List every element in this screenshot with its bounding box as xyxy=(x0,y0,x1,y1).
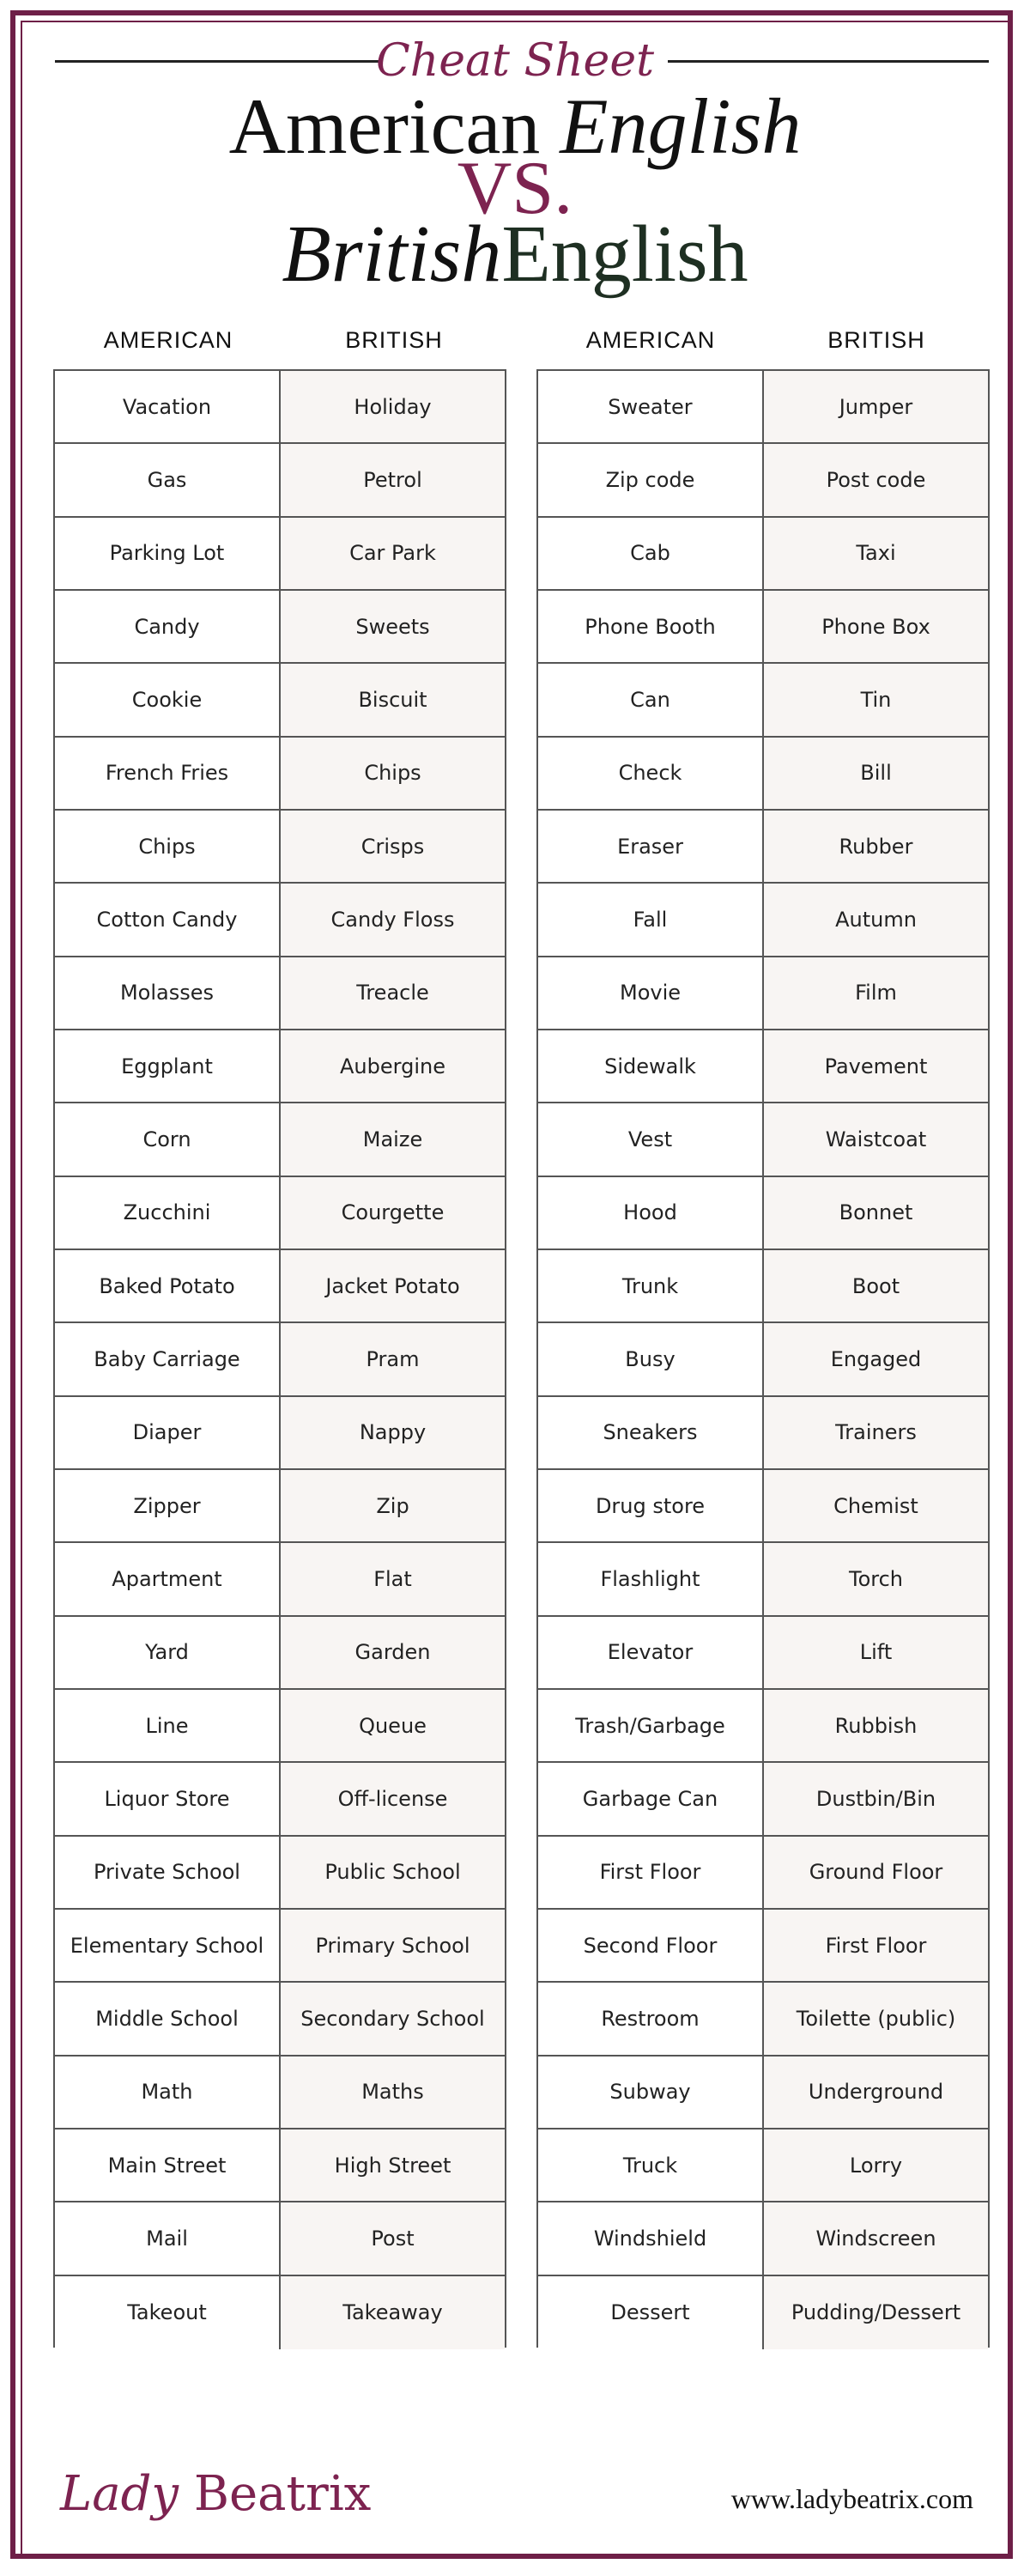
website-url: www.ladybeatrix.com xyxy=(730,2483,973,2514)
british-term: Maize xyxy=(281,1103,505,1175)
american-term: Chips xyxy=(55,811,281,882)
title-english-2: English xyxy=(501,210,748,299)
british-term: Windscreen xyxy=(764,2202,988,2274)
american-term: French Fries xyxy=(55,738,281,809)
british-term: Flat xyxy=(281,1543,505,1614)
american-term: Zip code xyxy=(538,444,764,515)
table-row xyxy=(538,1543,988,1616)
table-row xyxy=(55,811,505,884)
british-term: Primary School xyxy=(281,1910,505,1981)
british-term: Petrol xyxy=(281,444,505,515)
american-term: Cookie xyxy=(55,664,281,735)
british-term: Garden xyxy=(281,1617,505,1688)
american-term: Elevator xyxy=(538,1617,764,1688)
american-term: Drug store xyxy=(538,1470,764,1541)
british-term: Post xyxy=(281,2202,505,2274)
table-row xyxy=(55,1470,505,1543)
table-row xyxy=(55,1250,505,1323)
british-term: Takeaway xyxy=(281,2276,505,2349)
table-row xyxy=(538,1763,988,1836)
title-british: British xyxy=(282,210,502,299)
american-term: Cotton Candy xyxy=(55,884,281,955)
right-table xyxy=(536,369,990,2348)
table-row xyxy=(538,591,988,664)
col-header-american-left: AMERICAN xyxy=(103,327,233,353)
british-term: Chemist xyxy=(764,1470,988,1541)
british-term: Candy Floss xyxy=(281,884,505,955)
american-term: Liquor Store xyxy=(55,1763,281,1834)
american-term: Busy xyxy=(538,1323,764,1394)
british-term: First Floor xyxy=(764,1910,988,1981)
left-table xyxy=(53,369,506,2348)
table-row xyxy=(538,2202,988,2275)
american-term: Subway xyxy=(538,2057,764,2128)
british-term: Autumn xyxy=(764,884,988,955)
american-term: Check xyxy=(538,738,764,809)
american-term: Windshield xyxy=(538,2202,764,2274)
table-row xyxy=(55,1397,505,1470)
table-row xyxy=(55,1837,505,1910)
table-row xyxy=(55,371,505,444)
table-row xyxy=(55,2276,505,2349)
title-american: American xyxy=(228,82,541,170)
american-term: Math xyxy=(55,2057,281,2128)
american-term: Main Street xyxy=(55,2129,281,2201)
british-term: Dustbin/Bin xyxy=(764,1763,988,1834)
american-term: Private School xyxy=(55,1837,281,1908)
british-term: Nappy xyxy=(281,1397,505,1468)
table-row xyxy=(55,957,505,1030)
table-row xyxy=(538,957,988,1030)
table-row xyxy=(55,1103,505,1176)
table-row xyxy=(55,1617,505,1690)
table-row xyxy=(538,518,988,591)
brand-lady: Lady xyxy=(60,2466,179,2522)
american-term: Takeout xyxy=(55,2276,281,2349)
table-row xyxy=(538,884,988,957)
british-term: Zip xyxy=(281,1470,505,1541)
british-term: Rubbish xyxy=(764,1690,988,1761)
british-term: Queue xyxy=(281,1690,505,1761)
british-term: Lorry xyxy=(764,2129,988,2201)
british-term: Underground xyxy=(764,2057,988,2128)
american-term: Gas xyxy=(55,444,281,515)
brand-beatrix: Beatrix xyxy=(193,2466,372,2522)
table-row xyxy=(55,1323,505,1396)
british-term: Secondary School xyxy=(281,1983,505,2054)
table-row xyxy=(538,1690,988,1763)
american-term: Eggplant xyxy=(55,1030,281,1102)
american-term: Second Floor xyxy=(538,1910,764,1981)
british-term: Post code xyxy=(764,444,988,515)
british-term: Phone Box xyxy=(764,591,988,662)
british-term: Courgette xyxy=(281,1177,505,1249)
table-row xyxy=(55,664,505,737)
british-term: Maths xyxy=(281,2057,505,2128)
table-row xyxy=(55,2202,505,2275)
table-row xyxy=(55,738,505,811)
american-term: Zucchini xyxy=(55,1177,281,1249)
american-term: Diaper xyxy=(55,1397,281,1468)
table-row xyxy=(55,1690,505,1763)
table-row xyxy=(55,444,505,517)
american-term: First Floor xyxy=(538,1837,764,1908)
british-term: Tin xyxy=(764,664,988,735)
american-term: Vest xyxy=(538,1103,764,1175)
british-term: Sweets xyxy=(281,591,505,662)
american-term: Sidewalk xyxy=(538,1030,764,1102)
british-term: Boot xyxy=(764,1250,988,1321)
table-row xyxy=(538,811,988,884)
table-row xyxy=(538,1397,988,1470)
title-british-english xyxy=(0,206,1030,302)
col-header-british-left: BRITISH xyxy=(345,327,443,353)
table-row xyxy=(55,518,505,591)
british-term: Waistcoat xyxy=(764,1103,988,1175)
col-header-american-right: AMERICAN xyxy=(585,327,716,353)
british-term: Holiday xyxy=(281,371,505,442)
british-term: Treacle xyxy=(281,957,505,1029)
american-term: Eraser xyxy=(538,811,764,882)
american-term: Cab xyxy=(538,518,764,589)
table-row xyxy=(538,1177,988,1250)
american-term: Can xyxy=(538,664,764,735)
american-term: Middle School xyxy=(55,1983,281,2054)
american-term: Line xyxy=(55,1690,281,1761)
american-term: Yard xyxy=(55,1617,281,1688)
table-row xyxy=(55,1910,505,1983)
table-row xyxy=(538,1470,988,1543)
table-row xyxy=(55,591,505,664)
american-term: Baby Carriage xyxy=(55,1323,281,1394)
american-term: Candy xyxy=(55,591,281,662)
british-term: Pavement xyxy=(764,1030,988,1102)
british-term: Jacket Potato xyxy=(281,1250,505,1321)
british-term: Crisps xyxy=(281,811,505,882)
american-term: Restroom xyxy=(538,1983,764,2054)
table-row xyxy=(538,2129,988,2202)
american-term: Hood xyxy=(538,1177,764,1249)
british-term: High Street xyxy=(281,2129,505,2201)
american-term: Sweater xyxy=(538,371,764,442)
col-header-british-right: BRITISH xyxy=(827,327,925,353)
british-term: Bonnet xyxy=(764,1177,988,1249)
table-row xyxy=(538,1103,988,1176)
british-term: Bill xyxy=(764,738,988,809)
table-row xyxy=(538,1837,988,1910)
british-term: Ground Floor xyxy=(764,1837,988,1908)
british-term: Film xyxy=(764,957,988,1029)
table-row xyxy=(538,664,988,737)
british-term: Torch xyxy=(764,1543,988,1614)
table-row xyxy=(538,1323,988,1396)
title-vs: VS. xyxy=(457,147,573,230)
british-term: Taxi xyxy=(764,518,988,589)
american-term: Garbage Can xyxy=(538,1763,764,1834)
table-row xyxy=(538,2057,988,2129)
table-row xyxy=(538,738,988,811)
table-row xyxy=(538,1617,988,1690)
american-term: Trash/Garbage xyxy=(538,1690,764,1761)
table-row xyxy=(55,1030,505,1103)
british-term: Biscuit xyxy=(281,664,505,735)
table-row xyxy=(55,2057,505,2129)
table-row xyxy=(538,2276,988,2349)
american-term: Zipper xyxy=(55,1470,281,1541)
table-row xyxy=(538,1910,988,1983)
british-term: Rubber xyxy=(764,811,988,882)
american-term: Mail xyxy=(55,2202,281,2274)
table-row xyxy=(55,1763,505,1836)
british-term: Toilette (public) xyxy=(764,1983,988,2054)
table-row xyxy=(538,1983,988,2056)
table-row xyxy=(55,1983,505,2056)
table-row xyxy=(538,371,988,444)
table-row xyxy=(538,1030,988,1103)
british-term: Jumper xyxy=(764,371,988,442)
american-term: Corn xyxy=(55,1103,281,1175)
american-term: Phone Booth xyxy=(538,591,764,662)
british-term: Pudding/Dessert xyxy=(764,2276,988,2349)
table-row xyxy=(55,884,505,957)
table-row xyxy=(55,1543,505,1616)
american-term: Baked Potato xyxy=(55,1250,281,1321)
american-term: Trunk xyxy=(538,1250,764,1321)
american-term: Vacation xyxy=(55,371,281,442)
table-row xyxy=(55,2129,505,2202)
british-term: Pram xyxy=(281,1323,505,1394)
american-term: Truck xyxy=(538,2129,764,2201)
american-term: Fall xyxy=(538,884,764,955)
british-term: Off-license xyxy=(281,1763,505,1834)
brand-logo xyxy=(60,2464,371,2524)
american-term: Apartment xyxy=(55,1543,281,1614)
american-term: Dessert xyxy=(538,2276,764,2349)
american-term: Molasses xyxy=(55,957,281,1029)
american-term: Movie xyxy=(538,957,764,1029)
american-term: Elementary School xyxy=(55,1910,281,1981)
british-term: Chips xyxy=(281,738,505,809)
british-term: Trainers xyxy=(764,1397,988,1468)
british-term: Car Park xyxy=(281,518,505,589)
table-row xyxy=(538,1250,988,1323)
american-term: Flashlight xyxy=(538,1543,764,1614)
british-term: Aubergine xyxy=(281,1030,505,1102)
table-row xyxy=(538,444,988,517)
british-term: Engaged xyxy=(764,1323,988,1394)
table-row xyxy=(55,1177,505,1250)
british-term: Public School xyxy=(281,1837,505,1908)
american-term: Parking Lot xyxy=(55,518,281,589)
title-english-1: English xyxy=(560,82,802,170)
kicker-title: Cheat Sheet xyxy=(375,35,655,87)
american-term: Sneakers xyxy=(538,1397,764,1468)
british-term: Lift xyxy=(764,1617,988,1688)
